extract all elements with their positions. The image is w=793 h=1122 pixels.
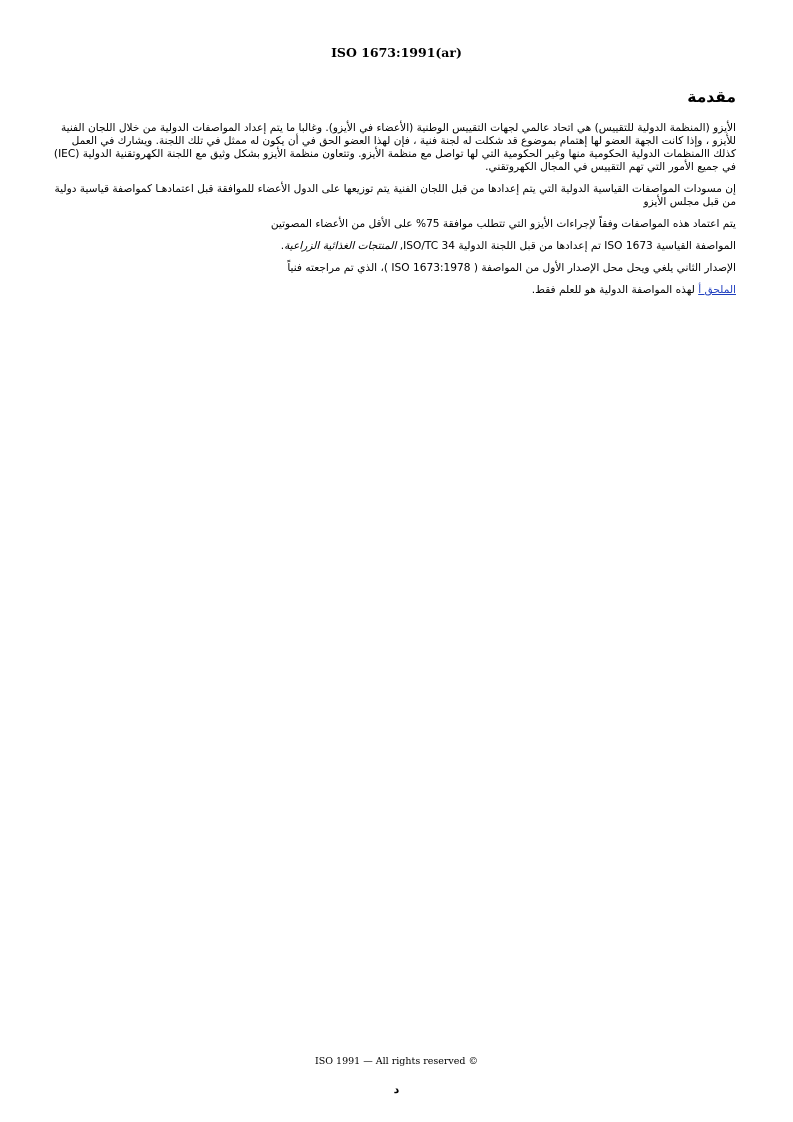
section-title: مقدمة [687,88,736,106]
annex-note-text: لهذه المواصفة الدولية هو للعلم فقط. [531,284,699,296]
paragraph-iso-overview: الأيزو (المنظمة الدولية للتقييس) هي اتحاد عالمي لجهات التقييس الوطنية (الأعضاء في الأيزو). وغالبا ما يتم إعداد المواصفات الدولية من خلال اللجان الفنية للأيزو ، وإذا كانت الجهة العضو لها إهتمام بموضوع قد شكلت له لجنة فنية ، فإن لهذا العضو الحق في أن يكون له ممثل في تلك اللجنة. ويشارك في العمل كذلك االمنظمات الدولية الحكومية منها وغير الحكومية التي لها تواصل مع منظمة الأيزو. وتتعاون منظمة الأيزو بشكل وثيق مع اللجنة الكهروتقنية الدولية (IEC) في جميع الأمور التي تهم التقييس في المجال الكهروتقني. [53,122,736,173]
document-body [52,88,736,306]
copyright-footer: ISO 1991 — All rights reserved © [314,1056,479,1067]
annex-a-link[interactable]: الملحق أ [698,284,736,296]
prepared-by-end: . [280,240,285,252]
paragraph-prepared-by [52,240,736,253]
paragraph-annex [52,284,736,297]
paragraph-approval: يتم اعتماد هذه المواصفات وفقاً لإجراءات الأيزو التي تتطلب موافقة 75% على الأقل من الأعضاء المصوتين [270,218,736,230]
committee-subject: المنتجات الغذائية الزراعية [284,240,397,252]
paragraph-drafts: إن مسودات المواصفات القياسية الدولية التي يتم إعدادها من قبل اللجان الفنية يتم توزيعها على الدول الأعضاء للموافقة قبل اعتمادهـا كمواصفة قياسية دولية من قبل مجلس الأيزو [54,183,736,208]
document-header: ISO 1673:1991(ar) [331,45,462,60]
prepared-by-text: المواصفة القياسية ISO 1673 تم إعدادها من قبل اللجنة الدولية ISO/TC 34, [399,240,736,252]
page-number: د [393,1083,400,1096]
paragraph-edition: الإصدار الثاني يلغي ويحل محل الإصدار الأول من المواصفة ( ISO 1673:1978 )، الذي تم مراجعته فنياً [287,262,736,274]
